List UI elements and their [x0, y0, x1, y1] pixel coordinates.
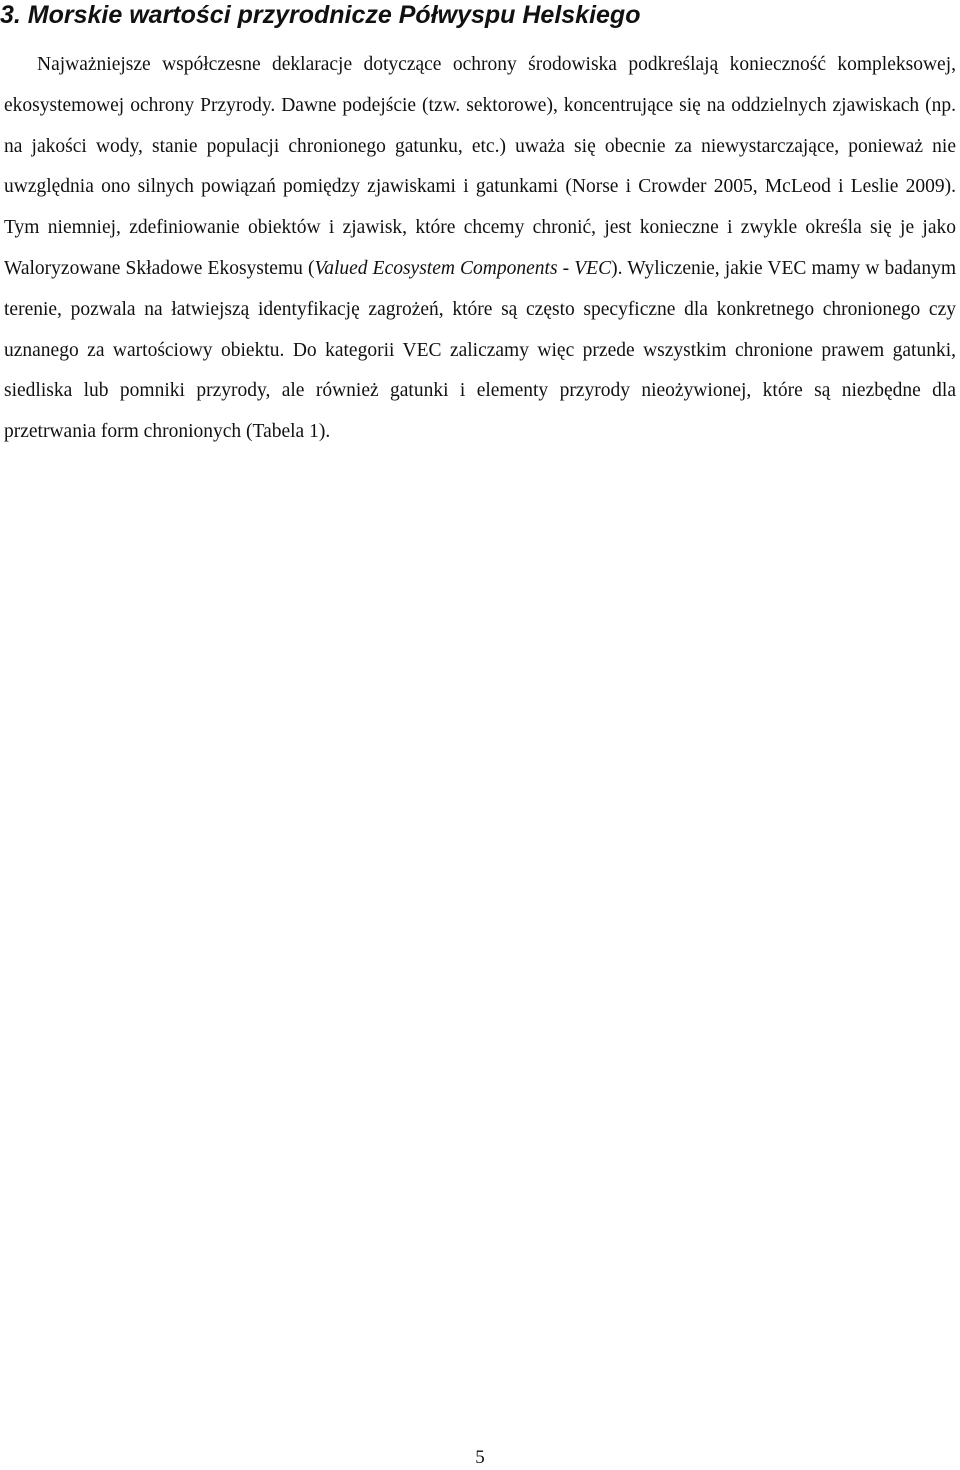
page-number: 5 [475, 1447, 485, 1468]
section-heading: 3. Morskie wartości przyrodnicze Półwyspu Helskiego [0, 1, 641, 29]
paragraph-text-part-1: Najważniejsze współczesne deklaracje dotyczące ochrony środowiska podkreślają konieczność kompleksowej, ekosystemowej ochrony Przyrody. Dawne podejście (tzw. sektorowe), koncentrujące się na oddzielnych zjawiskach (np. na jakości wody, stanie populacji chronionego gatunku, etc.) uważa się obecnie za niewystarczające, ponieważ nie uwzględnia ono silnych powiązań pomiędzy zjawiskami i gatunkami (Norse i Crowder 2005, McLeod i Leslie 2009). Tym niemniej, zdefiniowanie obiektów i zjawisk, które chcemy chronić, jest konieczne i zwykle określa się je jako Waloryzowane Składowe Ekosystemu ( [4, 54, 956, 279]
term-separator: - [557, 257, 575, 279]
italic-acronym: VEC [574, 257, 612, 279]
paragraph-text-part-2: ). Wyliczenie, jakie VEC mamy w badanym terenie, pozwala na łatwiejszą identyfikację zagrożeń, które są często specyficzne dla konkretnego chronionego czy uznanego za wartościowy obiektu. Do kategorii VEC zaliczamy więc przede wszystkim chronione prawem gatunki, siedliska lub pomniki przyrody, ale również gatunki i elementy przyrody nieożywionej, które są niezbędne dla przetrwania form chronionych (Tabela 1). [4, 257, 957, 443]
body-paragraph [4, 45, 956, 453]
italic-term: Valued Ecosystem Components [314, 257, 558, 279]
